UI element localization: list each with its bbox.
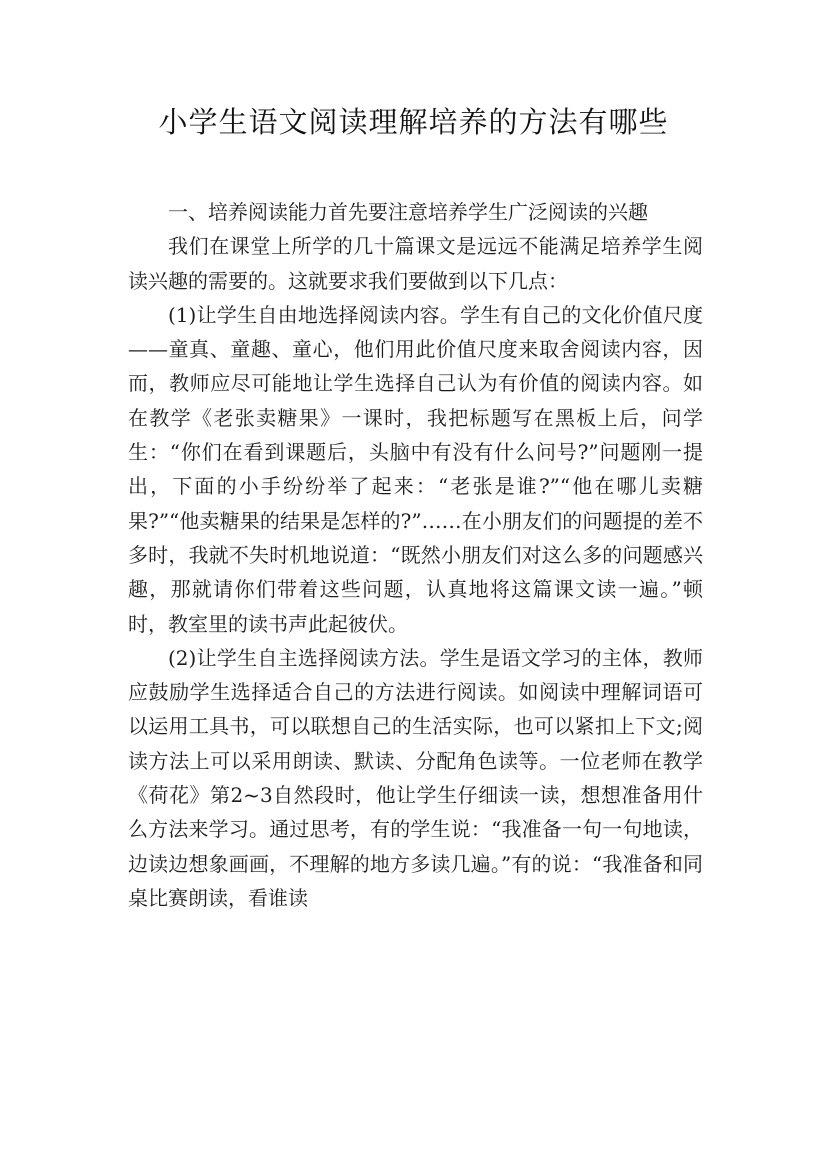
section-heading: 一、培养阅读能力首先要注意培养学生广泛阅读的兴趣 bbox=[168, 200, 648, 224]
document-body bbox=[128, 195, 703, 915]
paragraph-point-1: (1)让学生自由地选择阅读内容。学生有自己的文化价值尺度——童真、童趣、童心，他们用此价值尺度来取舍阅读内容，因而，教师应尽可能地让学生选择自己认为有价值的阅读内容。如在教学《老张卖糖果》一课时，我把标题写在黑板上后，问学生：“你们在看到课题后，头脑中有没有什么问号?”问题刚一提出，下面的小手纷纷举了起来：“老张是谁?”“他在哪儿卖糖果?”“他卖糖果的结果是怎样的?”……在小朋友们的问题提的差不多时，我就不失时机地说道：“既然小朋友们对这么多的问题感兴趣，那就请你们带着这些问题，认真地将这篇课文读一遍。”顿时，教室里的读书声此起彼伏。 bbox=[128, 302, 703, 636]
paragraph-point-2: (2)让学生自主选择阅读方法。学生是语文学习的主体，教师应鼓励学生选择适合自己的方法进行阅读。如阅读中理解词语可以运用工具书，可以联想自己的生活实际，也可以紧扣上下文;阅读方法上可以采用朗读、默读、分配角色读等。一位老师在教学《荷花》第2~3自然段时，他让学生仔细读一读，想想准备用什么方法来学习。通过思考，有的学生说：“我准备一句一句地读，边读边想象画画，不理解的地方多读几遍。”有的说：“我准备和同桌比赛朗读，看谁读 bbox=[128, 645, 703, 910]
paragraph-intro: 我们在课堂上所学的几十篇课文是远远不能满足培养学生阅读兴趣的需要的。这就要求我们要做到以下几点： bbox=[128, 234, 703, 293]
document-title: 小学生语文阅读理解培养的方法有哪些 bbox=[158, 105, 669, 139]
